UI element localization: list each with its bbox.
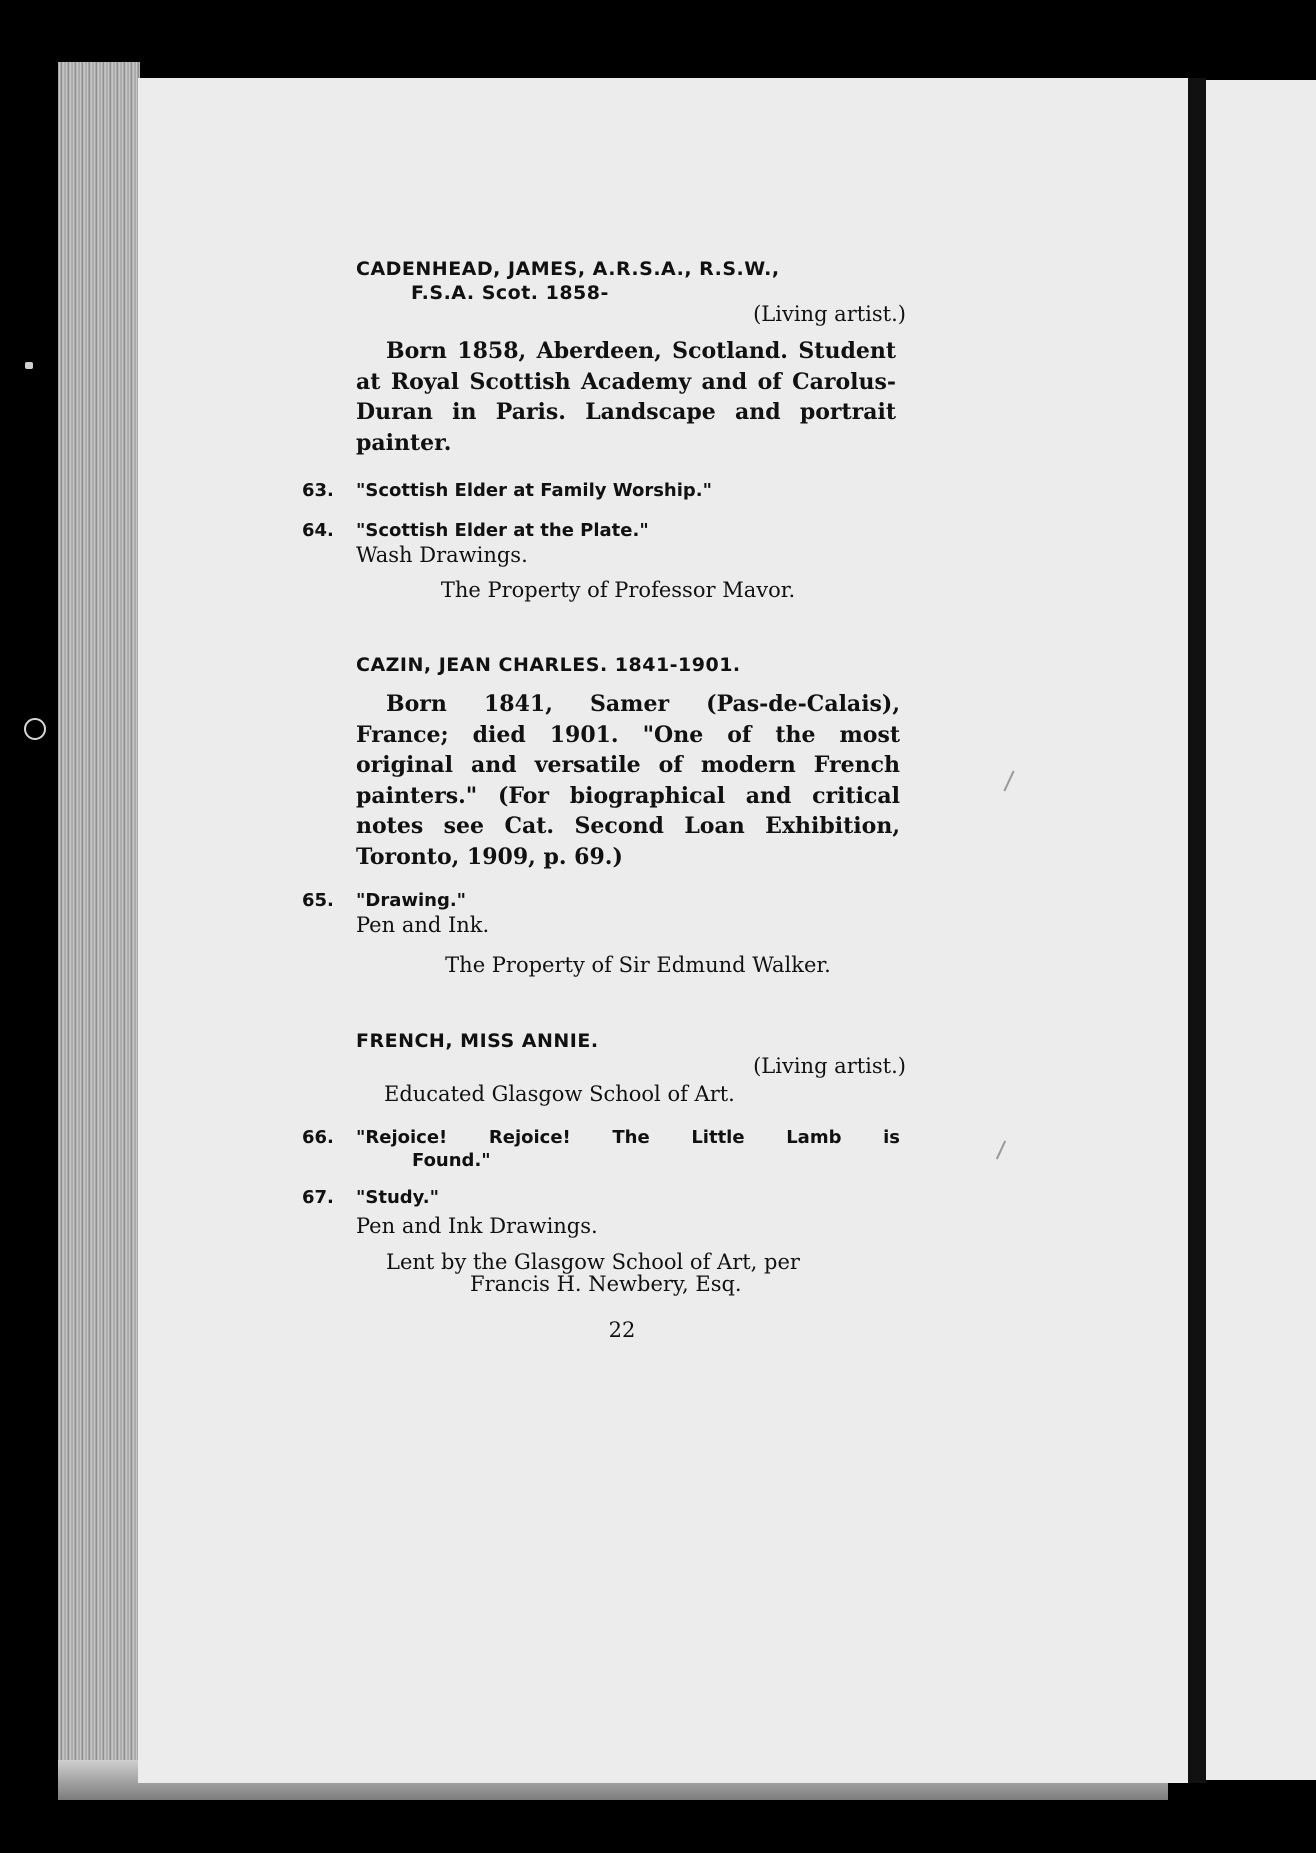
property-text: The Property of Professor Mavor. xyxy=(440,578,796,602)
living-artist-note: (Living artist.) xyxy=(753,1054,906,1078)
entry-number: 66. xyxy=(302,1127,334,1148)
entry-number: 65. xyxy=(302,890,334,911)
page-number-wrap xyxy=(356,1318,900,1342)
artist-heading: CAZIN, JEAN CHARLES. 1841-1901. xyxy=(356,654,741,676)
section-cazin xyxy=(356,654,900,872)
artist-heading: FRENCH, MISS ANNIE. xyxy=(356,1030,599,1052)
facing-page xyxy=(1206,80,1316,1780)
artist-heading: CADENHEAD, JAMES, A.R.S.A., R.S.W., xyxy=(356,258,780,280)
medium-text: Wash Drawings. xyxy=(356,543,528,567)
entry-title: "Scottish Elder at the Plate." xyxy=(356,520,649,541)
medium-text: Pen and Ink Drawings. xyxy=(356,1214,598,1238)
medium-text: Pen and Ink. xyxy=(356,913,490,937)
living-artist-note: (Living artist.) xyxy=(753,302,906,326)
entry-title: "Drawing." xyxy=(356,890,467,911)
entry-number: 64. xyxy=(302,520,334,541)
property-text: The Property of Sir Edmund Walker. xyxy=(445,953,831,977)
entry-title-cont: Found." xyxy=(412,1150,491,1171)
property-text-cont: Francis H. Newbery, Esq. xyxy=(470,1272,742,1296)
book-gutter xyxy=(1188,78,1206,1783)
entry-title: "Study." xyxy=(356,1187,439,1208)
artist-heading-cont: F.S.A. Scot. 1858- xyxy=(411,282,609,304)
property-line xyxy=(356,578,900,602)
entry-67 xyxy=(302,1187,900,1238)
property-line xyxy=(356,953,900,977)
artist-bio: Born 1858, Aberdeen, Scotland. Student at Royal Scottish Academy and of Carolus-Duran in Paris. Landscape and portrait painter. xyxy=(356,338,896,456)
page-number: 22 xyxy=(608,1318,636,1342)
artist-bio: Born 1841, Samer (Pas-de-Calais), France; died 1901. "One of the most original and versatile of modern French painters." (For biographical and critical notes see Cat. Second Loan Exhibition, Toronto, 1909, p. 69.) xyxy=(356,691,900,870)
entry-title: "Rejoice! Rejoice! The Little Lamb is xyxy=(356,1127,900,1148)
section-french xyxy=(356,1030,906,1106)
scan-mark-ring xyxy=(24,718,46,740)
entry-63 xyxy=(302,480,900,501)
property-text: Lent by the Glasgow School of Art, per xyxy=(386,1250,800,1274)
entry-number: 67. xyxy=(302,1187,334,1208)
artist-bio: Educated Glasgow School of Art. xyxy=(384,1082,735,1106)
property-block xyxy=(356,1250,900,1296)
entry-title: "Scottish Elder at Family Worship." xyxy=(356,480,713,501)
entry-65 xyxy=(302,890,900,937)
scan-mark-dot xyxy=(25,362,33,369)
section-cadenhead xyxy=(356,258,906,458)
entry-64 xyxy=(302,520,900,567)
page-stack-edge xyxy=(58,62,140,1787)
entry-66 xyxy=(302,1127,900,1171)
entry-number: 63. xyxy=(302,480,334,501)
